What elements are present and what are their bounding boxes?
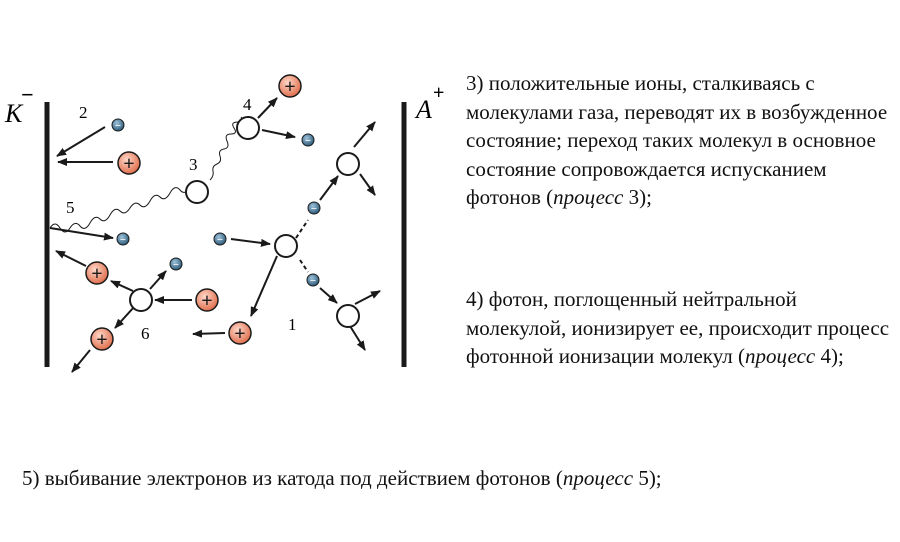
ion [118, 152, 140, 175]
arrow [350, 326, 365, 350]
process-number-1: 1 [288, 315, 297, 334]
cathode-sign: − [21, 82, 34, 107]
p3-process-word: процесс [553, 185, 624, 209]
anode-sign: + [433, 82, 445, 104]
electron [170, 258, 182, 271]
arrow [193, 333, 225, 334]
ions [86, 75, 301, 351]
arrow [262, 130, 295, 137]
arrow [57, 127, 105, 156]
svg-text:+: + [123, 153, 135, 175]
gas-discharge-diagram [0, 0, 460, 400]
svg-text:+: + [201, 290, 213, 312]
arrow [231, 239, 270, 244]
arrow [251, 256, 277, 316]
svg-text:+: + [96, 329, 108, 351]
electron [302, 134, 314, 147]
p3-tail: 3); [623, 185, 652, 209]
paragraph-process-5 [22, 464, 882, 493]
ion [86, 262, 108, 285]
arrow [72, 350, 90, 372]
svg-text:+: + [91, 263, 103, 285]
ion [229, 322, 251, 345]
svg-text:−: − [216, 234, 224, 246]
molecule [275, 235, 297, 257]
arrow [320, 176, 338, 200]
svg-text:−: − [310, 203, 318, 215]
p5-text: 5) выбивание электронов из катода под действием фотонов ( [22, 466, 563, 490]
arrow [150, 271, 166, 289]
electrons [112, 119, 320, 287]
molecules [130, 117, 359, 327]
p5-process-word: процесс [562, 466, 634, 490]
arrow [115, 307, 134, 328]
p5-tail: 5); [633, 466, 662, 490]
anode-label: A [416, 95, 432, 124]
ion [91, 328, 113, 351]
paragraph-process-3 [466, 69, 891, 212]
process-number-3: 3 [189, 155, 198, 174]
svg-text:−: − [304, 135, 312, 147]
arrow [300, 260, 308, 272]
svg-text:+: + [234, 323, 246, 345]
p3-text: 3) положительные ионы, сталкиваясь с молекулами газа, переводят их в возбужденное состояние; переход таких молекул в основное состояние сопровождается испусканием фотонов ( [466, 71, 888, 209]
process-number-2: 2 [79, 103, 88, 122]
arrow [354, 122, 375, 147]
ion [279, 75, 301, 98]
molecule [237, 117, 259, 139]
arrow [320, 288, 337, 303]
paragraph-process-4 [466, 285, 891, 371]
p4-tail: 4); [815, 344, 844, 368]
arrow [355, 291, 380, 304]
svg-text:−: − [172, 259, 180, 271]
svg-text:−: − [119, 234, 127, 246]
process-number-4: 4 [243, 95, 252, 114]
process-number-6: 6 [141, 324, 150, 343]
cathode-label: K [5, 99, 23, 128]
process-number-5: 5 [66, 198, 75, 217]
electron [214, 233, 226, 246]
arrow [50, 228, 113, 238]
arrow [360, 174, 375, 195]
electron [117, 233, 129, 246]
molecule [186, 181, 208, 203]
molecule [337, 305, 359, 327]
svg-text:−: − [114, 120, 122, 132]
electron [308, 202, 320, 215]
arrow [296, 220, 308, 238]
electron [112, 119, 124, 132]
svg-text:+: + [284, 76, 296, 98]
arrow [111, 281, 133, 291]
p4-text: 4) фотон, поглощенный нейтральной молекулой, ионизирует ее, происходит процесс фотонной ионизации молекул ( [466, 287, 890, 368]
molecule [130, 289, 152, 311]
ion [196, 289, 218, 312]
p4-process-word: процесс [745, 344, 816, 368]
svg-text:−: − [309, 275, 317, 287]
molecule [337, 153, 359, 175]
arrow [56, 251, 86, 266]
electron [307, 274, 319, 287]
arrow [258, 98, 277, 118]
